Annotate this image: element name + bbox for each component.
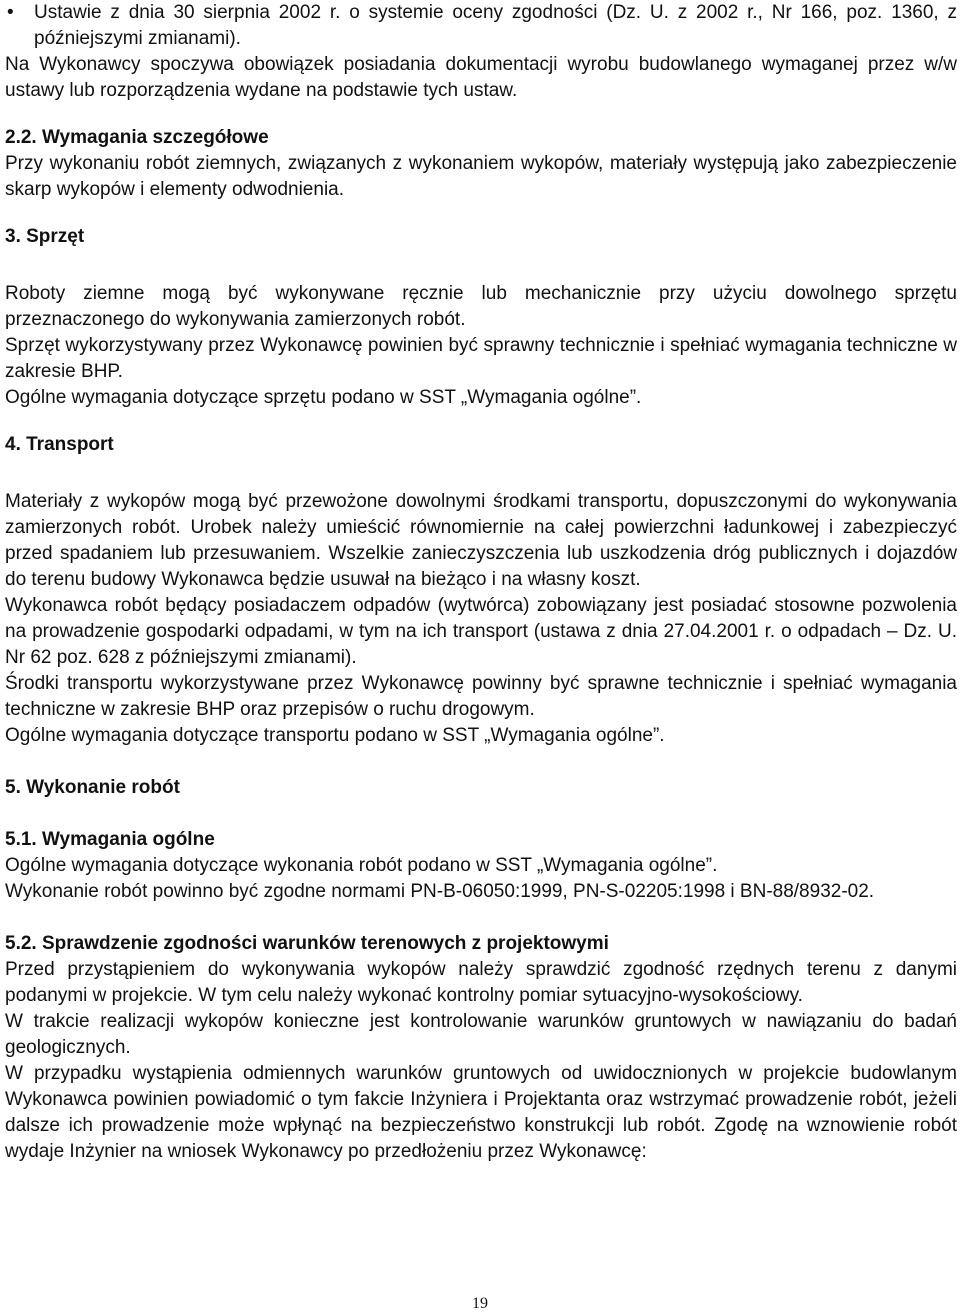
- section-heading-5: 5. Wykonanie robót: [5, 777, 180, 798]
- paragraph: Przed przystąpieniem do wykonywania wykopów należy sprawdzić zgodność rzędnych terenu z danymi podanymi w projekcie. W tym celu należy wykonać kontrolny pomiar sytuacyjno-wysokościowy.: [5, 959, 957, 1006]
- paragraph: Roboty ziemne mogą być wykonywane ręcznie lub mechanicznie przy użyciu dowolnego sprzętu przeznaczonego do wykonywania zamierzonych robót.: [5, 283, 957, 330]
- paragraph: Wykonanie robót powinno być zgodne normami PN-B-06050:1999, PN-S-02205:1998 i BN-88/8932-02.: [5, 881, 875, 902]
- section-heading-5-1: 5.1. Wymagania ogólne: [5, 829, 215, 850]
- section-heading-2-2: 2.2. Wymagania szczegółowe: [5, 127, 269, 148]
- document-page: [5, 0, 957, 1165]
- paragraph: Ogólne wymagania dotyczące transportu podano w SST „Wymagania ogólne”.: [5, 725, 665, 746]
- section-heading-4: 4. Transport: [5, 434, 114, 455]
- paragraph: Ogólne wymagania dotyczące wykonania robót podano w SST „Wymagania ogólne”.: [5, 855, 718, 876]
- paragraph: Na Wykonawcy spoczywa obowiązek posiadania dokumentacji wyrobu budowlanego wymaganej przez w/w ustawy lub rozporządzenia wydane na podstawie tych ustaw.: [5, 54, 957, 101]
- list-item: [5, 0, 957, 52]
- section-heading-3: 3. Sprzęt: [5, 226, 85, 247]
- paragraph: Przy wykonaniu robót ziemnych, związanych z wykonaniem wykopów, materiały występują jako zabezpieczenie skarp wykopów i elementy odwodnienia.: [5, 153, 957, 200]
- paragraph: W trakcie realizacji wykopów konieczne jest kontrolowanie warunków gruntowych w nawiązaniu do badań geologicznych.: [5, 1011, 957, 1058]
- paragraph: Sprzęt wykorzystywany przez Wykonawcę powinien być sprawny technicznie i spełniać wymagania techniczne w zakresie BHP.: [5, 335, 957, 382]
- list-item-text: Ustawie z dnia 30 sierpnia 2002 r. o systemie oceny zgodności (Dz. U. z 2002 r., Nr 166, poz. 1360, z późniejszymi zmianami).: [34, 2, 957, 49]
- paragraph: Środki transportu wykorzystywane przez Wykonawcę powinny być sprawne technicznie i spełniać wymagania techniczne w zakresie BHP oraz przepisów o ruchu drogowym.: [5, 673, 957, 720]
- page-number: 19: [472, 1295, 488, 1312]
- bullet-icon: •: [7, 2, 14, 23]
- paragraph: Materiały z wykopów mogą być przewożone dowolnymi środkami transportu, dopuszczonymi do wykonywania zamierzonych robót. Urobek należy umieścić równomiernie na całej powierzchni ładunkowej i zabezpieczyć przed spadaniem lub przesuwaniem. Wszelkie zanieczyszczenia lub uszkodzenia dróg publicznych i dojazdów do terenu budowy Wykonawca będzie usuwał na bieżąco i na własny koszt.: [5, 491, 957, 590]
- paragraph: Wykonawca robót będący posiadaczem odpadów (wytwórca) zobowiązany jest posiadać stosowne pozwolenia na prowadzenie gospodarki odpadami, w tym na ich transport (ustawa z dnia 27.04.2001 r. o odpadach – Dz. U. Nr 62 poz. 628 z późniejszymi zmianami).: [5, 595, 957, 668]
- section-heading-5-2: 5.2. Sprawdzenie zgodności warunków terenowych z projektowymi: [5, 933, 609, 954]
- paragraph: Ogólne wymagania dotyczące sprzętu podano w SST „Wymagania ogólne”.: [5, 387, 642, 408]
- paragraph: W przypadku wystąpienia odmiennych warunków gruntowych od uwidocznionych w projekcie budowlanym Wykonawca powinien powiadomić o tym fakcie Inżyniera i Projektanta oraz wstrzymać prowadzenie robót, jeżeli dalsze ich prowadzenie może wpłynąć na bezpieczeństwo konstrukcji lub robót. Zgodę na wznowienie robót wydaje Inżynier na wniosek Wykonawcy po przedłożeniu przez Wykonawcę:: [5, 1063, 957, 1162]
